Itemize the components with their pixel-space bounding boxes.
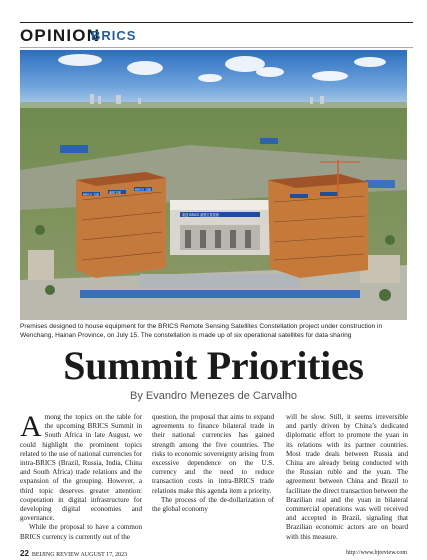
center-building-sign: 欢迎 BRICS 遥感卫星星座 [182,213,220,217]
article-paragraph: While the proposal to have a common BRICS currency is currently out of the [20,523,142,541]
article-paragraph [20,413,142,523]
drop-cap: A [20,413,42,443]
article-column-1 [20,413,142,548]
left-tower-sign: 遥感卫星 [109,190,122,195]
page-footer [20,549,407,559]
footer-folio [20,549,127,558]
page-header [20,20,413,50]
section-title: OPINION [20,26,101,45]
page-number: 22 [20,549,29,558]
section-subtitle: BRICS [91,28,137,43]
byline: By Evandro Menezes de Carvalho [130,390,297,402]
header-top-rule [20,22,413,23]
center-building [170,200,270,255]
article-paragraph: will be slow. Still, it seems irreversible and partly driven by China’s dedicated diplomatic effort to promote the yuan in its relations with its partner countries. Most trade deals between Russia and China are already being conducted with the Russian ruble and the yuan. The agreement between China and Brazil to facilitate the direct transaction between the Brazilian real and the yuan in bilateral commercial operations was well received and accepted in Brazil, signaling that Brazilian economic actors are on board with this measure. [286,413,408,541]
header-bottom-rule [20,47,413,48]
left-tower [76,172,166,278]
construction-photo [20,50,407,320]
article-paragraph: The process of the de-dollarization of the global economy [152,495,274,514]
headline: Summit Priorities [63,343,364,388]
left-tower-sign: BRICS 卫星 [83,192,99,197]
article-column-3 [286,413,408,548]
paragraph-text: mong the topics on the table for the upcoming BRICS Summit in South Africa in late August, we could highlight the prominent topics related to the use of national currencies for intra-BRICS (Brazil, Russia, India, China and South Africa) trade relations and the expansion of the grouping. However, a third topic deserves greater attention: cooperation in digital infrastructure for developing digital economies and governance. [20,413,142,523]
article-paragraph: question, the proposal that aims to expand agreements to finance bilateral trade in their national currencies has gained strength among the five countries. The risks to economic sovereignty arising from excessive dependence on the U.S. currency and the need to reduce transaction costs in intra-BRICS trade relations make this agenda item a priority. [152,413,274,495]
left-tower-sign: BRICS 卫星 [135,187,151,192]
photo-caption: Premises designed to house equipment for the BRICS Remote Sensing Satellites Constellation project under construction in Wenchang, Hainan Province, on July 15. The constellation is made up of six operational satellites for data sharing [20,323,383,339]
magazine-issue: BEIJING REVIEW AUGUST 17, 2023 [31,552,128,558]
article-column-2 [152,413,274,548]
footer-url[interactable]: http://www.bjreview.com [346,550,407,556]
